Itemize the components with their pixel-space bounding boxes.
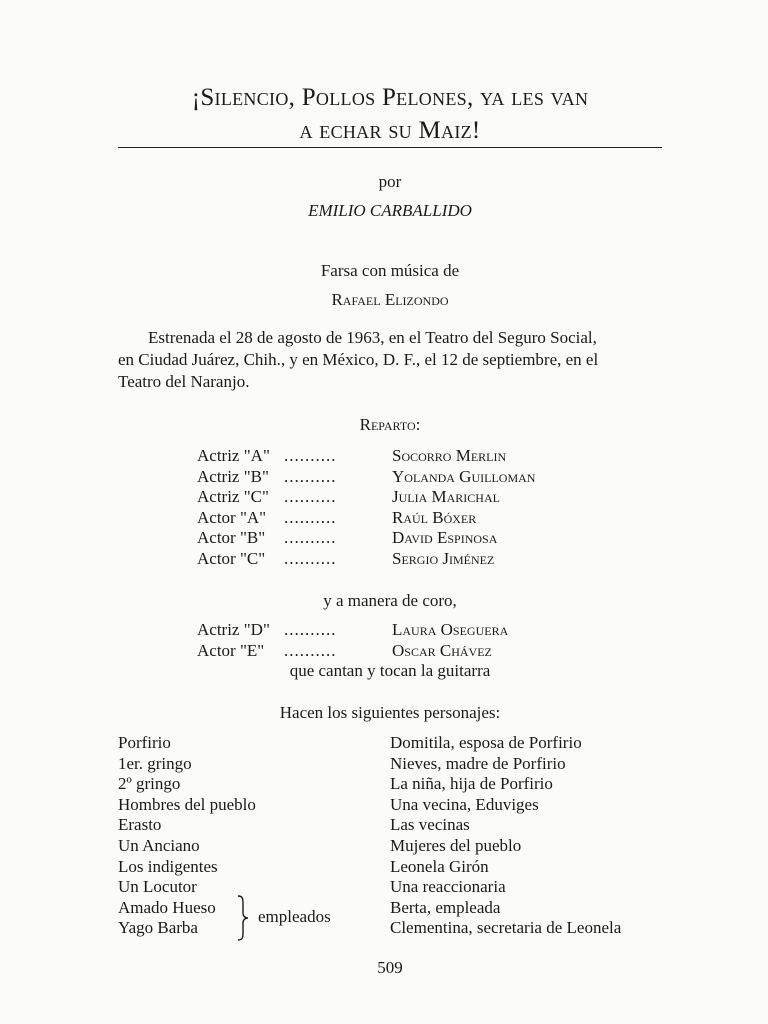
premiere-paragraph (118, 327, 663, 393)
character-name: La niña, hija de Porfirio (390, 774, 553, 794)
play-title-line-2: a echar su Maiz! (299, 117, 481, 144)
premiere-line-2: en Ciudad Juárez, Chih., y en México, D. F., el 12 de septiembre, en el (118, 350, 599, 369)
cast-actor: Sergio Jiménez (392, 548, 495, 568)
chorus-note: que cantan y tocan la guitarra (289, 661, 491, 680)
cast-list (197, 446, 535, 569)
cast-dots: .......... (284, 640, 337, 660)
character-name: Porfirio (118, 733, 171, 752)
character-name: Los indigentes (118, 856, 218, 876)
cast-dots: .......... (284, 446, 337, 465)
cast-row (197, 508, 535, 529)
character-name: Nieves, madre de Porfirio (390, 753, 566, 773)
cast-actor: Yolanda Guilloman (392, 466, 536, 486)
cast-dots: .......... (284, 466, 337, 486)
premiere-line-1: Estrenada el 28 de agosto de 1963, en el Teatro del Seguro Social, (148, 328, 597, 347)
cast-dots: .......... (284, 548, 337, 568)
character-name: Hombres del pueblo (118, 794, 256, 814)
chorus-cast-list (197, 620, 508, 661)
cast-role: Actriz "D" (197, 620, 270, 639)
cast-actor: Laura Oseguera (392, 620, 509, 639)
cast-role: Actriz "B" (197, 466, 269, 486)
cast-row (197, 446, 535, 467)
character-name: Leonela Girón (390, 856, 489, 876)
cast-dots: .......... (284, 507, 337, 527)
character-name: Un Locutor (118, 877, 197, 897)
cast-row (197, 528, 535, 549)
author-name: EMILIO CARBALLIDO (308, 201, 472, 220)
curly-brace-icon (236, 895, 250, 941)
character-name: Las vecinas (390, 815, 470, 835)
reparto-heading: Reparto: (359, 415, 421, 434)
cast-actor: Oscar Chávez (392, 640, 492, 660)
character-name: Una reaccionaria (390, 877, 506, 897)
cast-role: Actor "A" (197, 507, 267, 527)
title-rule (118, 147, 662, 148)
cast-role: Actor "B" (197, 528, 266, 547)
cast-row (197, 641, 508, 662)
cast-row (197, 487, 535, 508)
cast-row (197, 549, 535, 570)
cast-dots: .......... (284, 620, 337, 639)
cast-row (197, 467, 535, 488)
composer-name: Rafael Elizondo (331, 290, 449, 309)
chorus-label: y a manera de coro, (323, 591, 457, 610)
character-name: Clementina, secretaria de Leonela (390, 918, 622, 938)
cast-role: Actor "E" (197, 640, 265, 660)
personajes-heading: Hacen los siguientes personajes: (279, 703, 501, 722)
cast-actor: Raúl Bóxer (392, 507, 477, 527)
character-name: Una vecina, Eduviges (390, 794, 539, 814)
character-name: 1er. gringo (118, 753, 192, 773)
cast-dots: .......... (284, 528, 337, 547)
character-name: Un Anciano (118, 835, 200, 855)
cast-role: Actor "C" (197, 548, 266, 568)
character-name: Domitila, esposa de Porfirio (390, 733, 582, 752)
music-label: Farsa con música de (320, 261, 460, 280)
cast-actor: David Espinosa (392, 528, 498, 547)
character-name: Mujeres del pueblo (390, 835, 522, 855)
cast-role: Actriz "C" (197, 487, 269, 506)
character-name: 2º gringo (118, 774, 181, 794)
characters-right-column (390, 733, 621, 939)
cast-actor: Socorro Merlin (392, 446, 507, 465)
cast-role: Actriz "A" (197, 446, 270, 465)
character-name: Erasto (118, 815, 162, 835)
page-number: 509 (377, 958, 403, 977)
cast-dots: .......... (284, 487, 337, 506)
character-name: Berta, empleada (390, 897, 501, 917)
premiere-line-3: Teatro del Naranjo. (118, 372, 250, 391)
cast-row (197, 620, 508, 641)
byline-por: por (378, 172, 402, 191)
character-name: Yago Barba (118, 918, 198, 938)
character-name: Amado Hueso (118, 897, 216, 917)
cast-actor: Julia Marichal (392, 487, 500, 506)
play-title-line-1: ¡Silencio, Pollos Pelones, ya les van (191, 84, 589, 111)
empleados-label: empleados (258, 907, 331, 926)
